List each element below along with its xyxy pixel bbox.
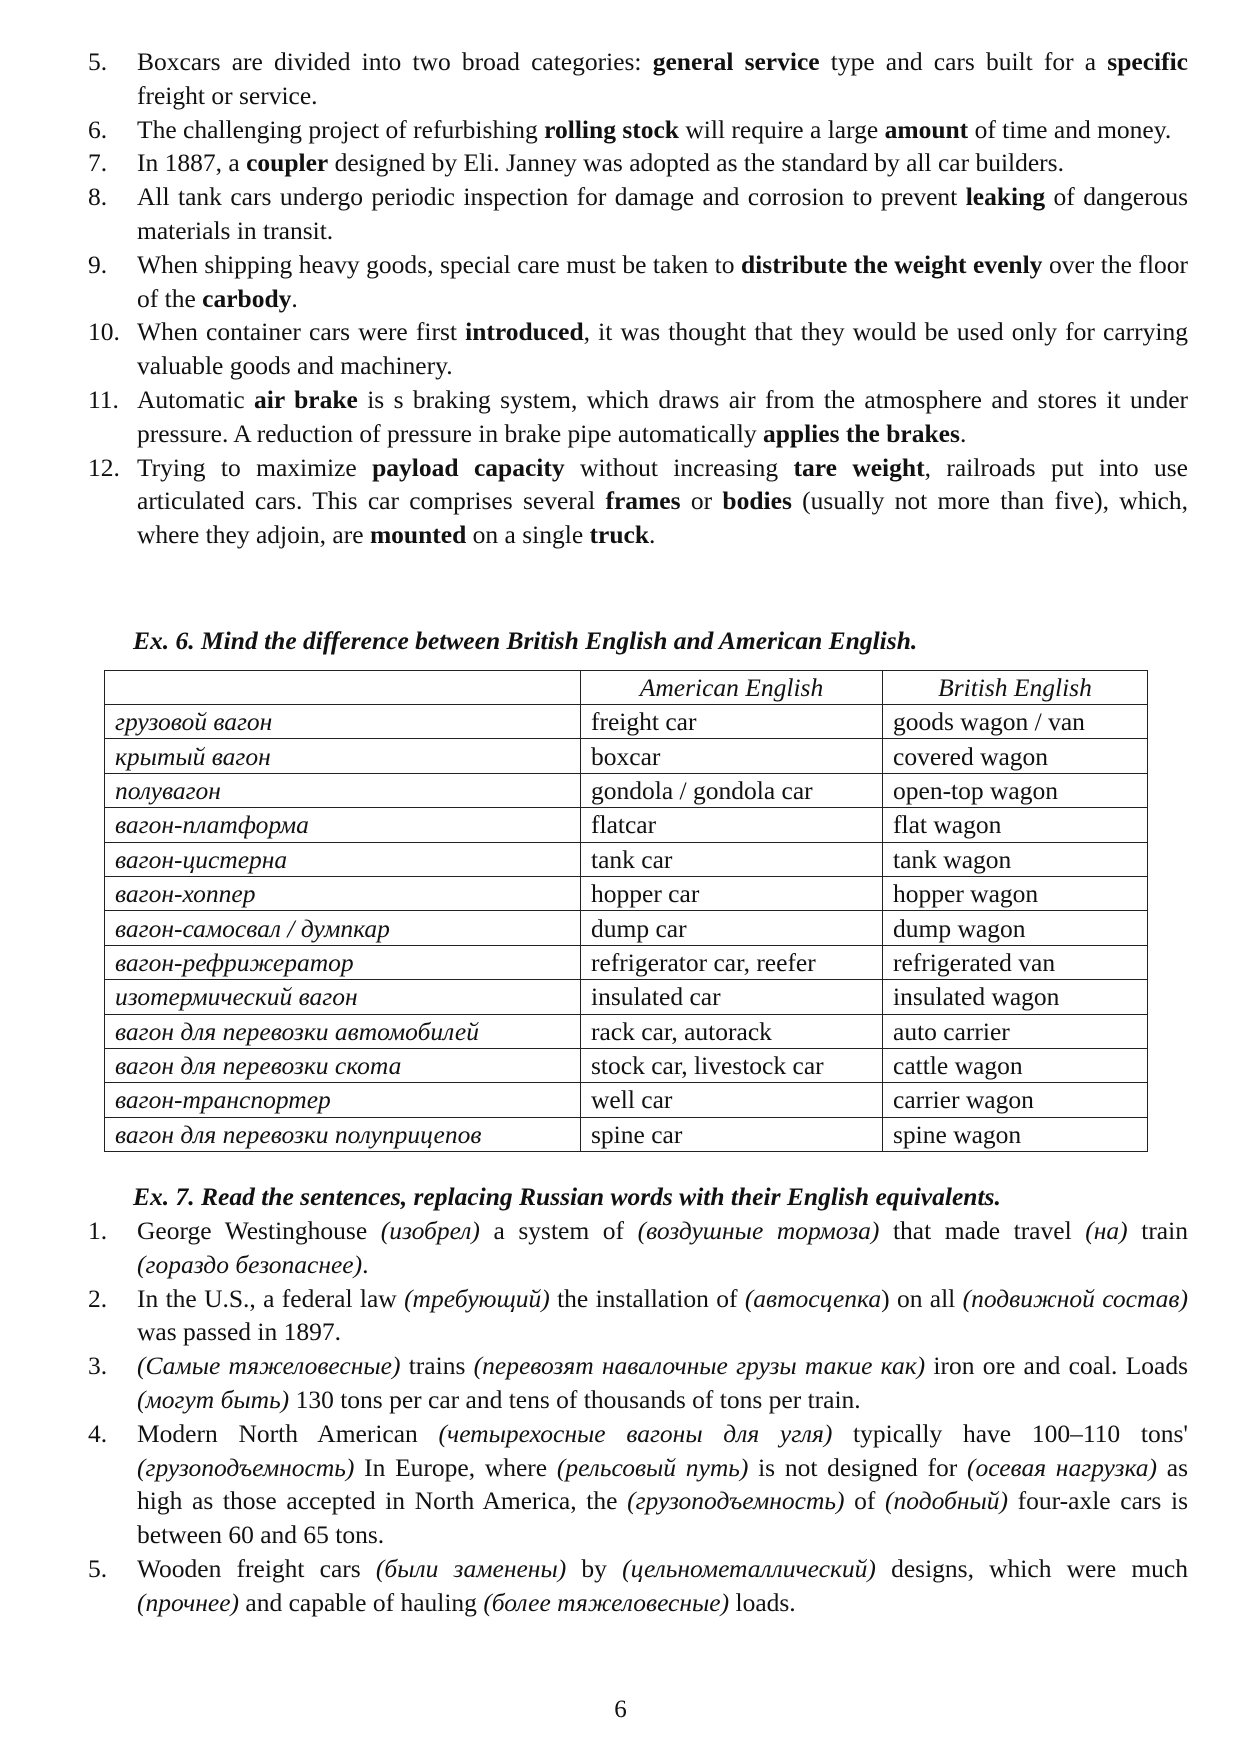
item-number: 9. (88, 249, 108, 279)
table-body (105, 705, 1148, 1152)
item-number: 12. (88, 452, 120, 482)
cell-british-english: auto carrier (883, 1014, 1148, 1048)
cell-american-english: dump car (581, 911, 883, 945)
cell-american-english: refrigerator car, reefer (581, 945, 883, 979)
key-term: general service (652, 47, 820, 76)
cell-british-english: cattle wagon (883, 1048, 1148, 1082)
russian-prompt: (воздушные тормоза) (637, 1216, 880, 1245)
exercise-7-heading: Ex. 7. Read the sentences, replacing Russian words with their English equivalents. (133, 1182, 1001, 1211)
russian-prompt: (подобный) (885, 1486, 1009, 1516)
table-row (105, 842, 1148, 876)
table-row (105, 1083, 1148, 1117)
table-row (105, 773, 1148, 807)
key-term: tare weight (793, 452, 925, 482)
list-item (88, 113, 1188, 147)
sentence-text: . (362, 1249, 369, 1279)
sentence-text: The challenging project of refurbishing (137, 114, 545, 144)
sentence-text: without increasing (564, 452, 794, 482)
cell-british-english: hopper wagon (883, 876, 1148, 910)
header-american-english: American English (581, 671, 883, 705)
russian-prompt: (цельнометаллический) (622, 1553, 876, 1583)
table-row (105, 911, 1148, 945)
sentence-text: In Europe, where (354, 1452, 557, 1482)
table-row (105, 1014, 1148, 1048)
cell-russian: вагон-рефрижератор (105, 945, 581, 979)
page-number: 6 (614, 1696, 627, 1723)
sentence-text: When container cars were first (137, 317, 466, 347)
header-russian (105, 671, 581, 705)
sentence-text: designs, which were much (875, 1553, 1189, 1583)
list-item (88, 1282, 1188, 1350)
cell-russian: вагон для перевозки скота (105, 1048, 581, 1082)
table-row (105, 1048, 1148, 1082)
cell-american-english: rack car, autorack (581, 1014, 883, 1048)
cell-british-english: goods wagon / van (883, 705, 1148, 739)
cell-russian: вагон-самосвал / думпкар (105, 911, 581, 945)
item-number: 6. (88, 114, 108, 144)
list-item (88, 315, 1188, 383)
key-term: introduced (465, 317, 584, 347)
cell-american-english: boxcar (581, 739, 883, 773)
list-item (88, 383, 1188, 451)
russian-prompt: (автосцепка (744, 1283, 882, 1313)
key-term: bodies (722, 486, 792, 516)
russian-prompt: (осевая нагрузка) (967, 1452, 1158, 1482)
table-row (105, 980, 1148, 1014)
cell-british-english: tank wagon (883, 842, 1148, 876)
key-term: carbody (202, 283, 292, 313)
sentence-text: , railroads put into use articulated cars. This car comprises several (137, 452, 1188, 516)
cell-american-english: well car (581, 1083, 883, 1117)
russian-prompt: (на) (1085, 1216, 1128, 1245)
cell-british-english: dump wagon (883, 911, 1148, 945)
list-item (88, 248, 1188, 316)
cell-russian: грузовой вагон (105, 705, 581, 739)
cell-british-english: spine wagon (883, 1117, 1148, 1151)
list-item (88, 1214, 1188, 1282)
sentence-text: by (566, 1553, 623, 1583)
sentence-text: George Westinghouse (137, 1216, 381, 1245)
sentence-text: (usually not more than five), which, where they adjoin, are (137, 486, 1188, 550)
russian-prompt: (четырехосные вагоны для угля) (438, 1418, 833, 1448)
cell-russian: вагон-хоппер (105, 876, 581, 910)
sentence-text: When shipping heavy goods, special care must be taken to (137, 249, 741, 279)
cell-american-english: stock car, livestock car (581, 1048, 883, 1082)
item-number: 2. (88, 1283, 108, 1313)
sentence-text: train (1127, 1216, 1188, 1245)
russian-prompt: (изобрел) (380, 1216, 480, 1245)
vocabulary-table (104, 670, 1148, 1152)
sentence-text: designed by Eli. Janney was adopted as the standard by all car builders. (328, 148, 1064, 178)
cell-british-english: open-top wagon (883, 773, 1148, 807)
russian-prompt: (могут быть) (137, 1384, 290, 1414)
cell-american-english: flatcar (581, 808, 883, 842)
item-number: 7. (88, 148, 108, 178)
russian-prompt: (гораздо безопаснее) (137, 1249, 363, 1279)
sentence-text: that made travel (879, 1216, 1086, 1245)
sentence-text: Wooden freight cars (137, 1553, 376, 1583)
key-term: distribute the weight evenly (741, 249, 1043, 279)
sentence-text: or (680, 486, 723, 516)
list-item (88, 1417, 1188, 1552)
key-term: rolling stock (544, 114, 679, 144)
sentence-text: , it was thought that they would be used only for carrying valuable goods and machinery. (137, 317, 1188, 381)
key-term: truck (589, 520, 650, 550)
sentence-text: iron ore and coal. Loads (925, 1351, 1189, 1381)
russian-prompt: (грузоподъемность) (137, 1452, 355, 1482)
item-number: 5. (88, 1553, 108, 1583)
sentence-text: a system of (479, 1216, 638, 1245)
sentence-text: 130 tons per car and tens of thousands of tons per train. (289, 1384, 861, 1414)
exercise-6-heading: Ex. 6. Mind the difference between British English and American English. (133, 626, 918, 655)
sentence-text: . (959, 418, 967, 448)
item-number: 10. (88, 317, 120, 347)
table-row (105, 808, 1148, 842)
sentence-text: trains (400, 1351, 474, 1381)
cell-russian: вагон для перевозки полуприцепов (105, 1117, 581, 1151)
sentence-text: the installation of (549, 1283, 745, 1313)
sentence-text: loads. (729, 1587, 796, 1617)
sentence-text: as high as those accepted in North America, the (137, 1452, 1189, 1516)
sentence-text: . (649, 520, 656, 550)
item-number: 3. (88, 1351, 108, 1381)
item-number: 11. (88, 384, 119, 414)
cell-british-english: insulated wagon (883, 980, 1148, 1014)
key-term: leaking (965, 182, 1046, 212)
cell-russian: полувагон (105, 773, 581, 807)
sentence-text: and capable of hauling (239, 1587, 484, 1617)
cell-american-english: freight car (581, 705, 883, 739)
sentence-text: will require a large (679, 114, 885, 144)
sentence-text: typically have 100–110 tons' (832, 1418, 1188, 1448)
sentence-text: . (291, 283, 298, 313)
table-row (105, 739, 1148, 773)
sentence-text: All tank cars undergo periodic inspection for damage and corrosion to prevent (137, 182, 966, 212)
header-british-english: British English (883, 671, 1148, 705)
russian-prompt: (перевозят навалочные грузы такие как) (473, 1351, 926, 1381)
cell-british-english: refrigerated van (883, 945, 1148, 979)
sentence-text: four-axle cars is between 60 and 65 tons. (137, 1486, 1188, 1550)
key-term: mounted (369, 520, 467, 550)
cell-british-english: carrier wagon (883, 1083, 1148, 1117)
russian-prompt: (требующий) (404, 1283, 550, 1313)
sentence-text: In the U.S., a federal law (137, 1283, 405, 1313)
table-row (105, 705, 1148, 739)
list-item (88, 180, 1188, 248)
table-row (105, 945, 1148, 979)
item-number: 5. (88, 47, 108, 76)
sentence-text: on a single (466, 520, 590, 550)
sentence-text: freight or service. (137, 80, 318, 110)
sentence-text: In 1887, a (137, 148, 247, 178)
sentence-text: is not designed for (748, 1452, 968, 1482)
key-term: amount (884, 114, 969, 144)
cell-american-english: hopper car (581, 876, 883, 910)
russian-prompt: (Самые тяжеловесные) (137, 1351, 401, 1381)
cell-russian: вагон для перевозки автомобилей (105, 1014, 581, 1048)
cell-russian: изотермический вагон (105, 980, 581, 1014)
translation-exercise-list (88, 1214, 1188, 1620)
item-number: 8. (88, 182, 108, 212)
russian-prompt: (грузоподъемность) (627, 1486, 845, 1516)
cell-russian: вагон-транспортер (105, 1083, 581, 1117)
cell-russian: вагон-цистерна (105, 842, 581, 876)
key-term: coupler (246, 148, 329, 178)
russian-prompt: (подвижной состав) (962, 1283, 1188, 1313)
sentence-text: over the floor of the (137, 249, 1189, 313)
sentence-text: of dangerous materials in transit. (137, 182, 1188, 245)
sentence-text: Trying to maximize (137, 452, 373, 482)
sentence-text: of (844, 1486, 886, 1516)
cell-american-english: insulated car (581, 980, 883, 1014)
cell-american-english: tank car (581, 842, 883, 876)
vocabulary-sentence-list (88, 45, 1188, 552)
list-item (88, 45, 1188, 113)
cell-british-english: covered wagon (883, 739, 1148, 773)
list-item (88, 1552, 1188, 1620)
sentence-text: Modern North American (137, 1418, 439, 1448)
key-term: frames (605, 486, 681, 516)
cell-russian: крытый вагон (105, 739, 581, 773)
cell-american-english: gondola / gondola car (581, 773, 883, 807)
russian-prompt: (более тяжеловесные) (483, 1587, 730, 1617)
key-term: specific (1107, 47, 1188, 76)
russian-prompt: (были заменены) (375, 1553, 567, 1583)
list-item (88, 451, 1188, 552)
cell-american-english: spine car (581, 1117, 883, 1151)
cell-russian: вагон-платформа (105, 808, 581, 842)
sentence-text: is s braking system, which draws air from the atmosphere and stores it under pressure. A reduction of pressure in brake pipe automatically (137, 384, 1188, 448)
table-row (105, 1117, 1148, 1151)
sentence-text: of time and money. (968, 114, 1172, 144)
russian-prompt: (прочнее) (137, 1587, 240, 1617)
sentence-text: was passed in 1897. (137, 1317, 341, 1347)
sentence-text: ) on all (881, 1283, 963, 1313)
key-term: air brake (254, 384, 358, 414)
list-item (88, 1349, 1188, 1417)
key-term: applies the brakes (762, 418, 960, 448)
table-row (105, 876, 1148, 910)
list-item (88, 146, 1188, 180)
sentence-text: Boxcars are divided into two broad categories: (137, 47, 653, 76)
russian-prompt: (рельсовый путь) (556, 1452, 749, 1482)
item-number: 4. (88, 1418, 108, 1448)
cell-british-english: flat wagon (883, 808, 1148, 842)
sentence-text: type and cars built for a (819, 47, 1108, 76)
key-term: payload capacity (372, 452, 565, 482)
sentence-text: Automatic (137, 384, 255, 414)
table-header-row (105, 671, 1148, 705)
item-number: 1. (88, 1216, 108, 1245)
